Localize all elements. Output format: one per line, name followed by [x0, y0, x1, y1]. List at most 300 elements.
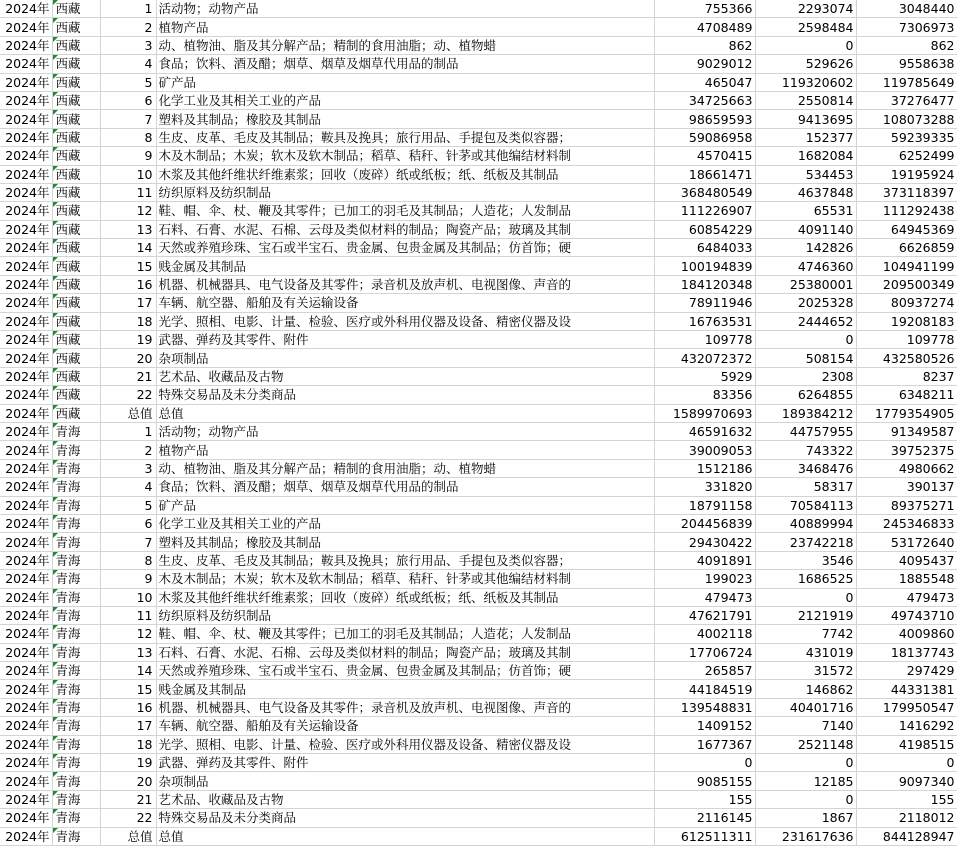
region-cell[interactable]: 西藏	[52, 36, 100, 54]
category-name-cell[interactable]: 石料、石膏、水泥、石棉、云母及类似材料的制品；陶瓷产品；玻璃及其制	[156, 220, 654, 238]
category-name-cell[interactable]: 鞋、帽、伞、杖、鞭及其零件；已加工的羽毛及其制品；人造花；人发制品	[156, 202, 654, 220]
value-cell-2[interactable]: 40889994	[755, 514, 856, 532]
value-cell-1[interactable]: 9029012	[654, 55, 755, 73]
region-cell[interactable]: 西藏	[52, 110, 100, 128]
value-cell-3[interactable]: 0	[856, 754, 957, 772]
year-cell[interactable]: 2024年	[0, 735, 52, 753]
category-code-cell[interactable]: 16	[100, 698, 156, 716]
category-name-cell[interactable]: 生皮、皮革、毛皮及其制品；鞍具及挽具；旅行用品、手提包及类似容器；	[156, 551, 654, 569]
category-code-cell[interactable]: 1	[100, 0, 156, 18]
value-cell-2[interactable]: 0	[755, 331, 856, 349]
value-cell-2[interactable]: 0	[755, 790, 856, 808]
category-code-cell[interactable]: 14	[100, 239, 156, 257]
value-cell-2[interactable]: 534453	[755, 165, 856, 183]
region-cell[interactable]: 青海	[52, 459, 100, 477]
value-cell-2[interactable]: 4091140	[755, 220, 856, 238]
value-cell-2[interactable]: 119320602	[755, 73, 856, 91]
category-code-cell[interactable]: 5	[100, 496, 156, 514]
category-name-cell[interactable]: 植物产品	[156, 18, 654, 36]
value-cell-1[interactable]: 1409152	[654, 717, 755, 735]
value-cell-1[interactable]: 4002118	[654, 625, 755, 643]
region-cell[interactable]: 青海	[52, 662, 100, 680]
category-name-cell[interactable]: 矿产品	[156, 496, 654, 514]
value-cell-3[interactable]: 44331381	[856, 680, 957, 698]
category-name-cell[interactable]: 食品；饮料、酒及醋；烟草、烟草及烟草代用品的制品	[156, 55, 654, 73]
category-code-cell[interactable]: 8	[100, 551, 156, 569]
value-cell-2[interactable]: 1686525	[755, 570, 856, 588]
region-cell[interactable]: 青海	[52, 754, 100, 772]
value-cell-2[interactable]: 2308	[755, 367, 856, 385]
region-cell[interactable]: 西藏	[52, 239, 100, 257]
year-cell[interactable]: 2024年	[0, 386, 52, 404]
value-cell-1[interactable]: 465047	[654, 73, 755, 91]
category-name-cell[interactable]: 车辆、航空器、船舶及有关运输设备	[156, 294, 654, 312]
category-name-cell[interactable]: 动、植物油、脂及其分解产品；精制的食用油脂；动、植物蜡	[156, 36, 654, 54]
value-cell-2[interactable]: 2121919	[755, 606, 856, 624]
category-code-cell[interactable]: 22	[100, 386, 156, 404]
region-cell[interactable]: 西藏	[52, 220, 100, 238]
value-cell-1[interactable]: 432072372	[654, 349, 755, 367]
region-cell[interactable]: 西藏	[52, 349, 100, 367]
category-code-cell[interactable]: 20	[100, 772, 156, 790]
region-cell[interactable]: 青海	[52, 478, 100, 496]
value-cell-1[interactable]: 44184519	[654, 680, 755, 698]
category-name-cell[interactable]: 纺织原料及纺织制品	[156, 183, 654, 201]
year-cell[interactable]: 2024年	[0, 18, 52, 36]
category-name-cell[interactable]: 木浆及其他纤维状纤维素浆；回收（废碎）纸或纸板；纸、纸板及其制品	[156, 588, 654, 606]
category-name-cell[interactable]: 塑料及其制品；橡胶及其制品	[156, 533, 654, 551]
year-cell[interactable]: 2024年	[0, 514, 52, 532]
category-name-cell[interactable]: 石料、石膏、水泥、石棉、云母及类似材料的制品；陶瓷产品；玻璃及其制	[156, 643, 654, 661]
category-code-cell[interactable]: 总值	[100, 404, 156, 422]
category-name-cell[interactable]: 纺织原料及纺织制品	[156, 606, 654, 624]
region-cell[interactable]: 西藏	[52, 147, 100, 165]
category-code-cell[interactable]: 17	[100, 717, 156, 735]
category-code-cell[interactable]: 4	[100, 55, 156, 73]
category-code-cell[interactable]: 2	[100, 18, 156, 36]
region-cell[interactable]: 西藏	[52, 0, 100, 18]
category-name-cell[interactable]: 活动物；动物产品	[156, 422, 654, 440]
year-cell[interactable]: 2024年	[0, 441, 52, 459]
value-cell-1[interactable]: 111226907	[654, 202, 755, 220]
value-cell-2[interactable]: 4637848	[755, 183, 856, 201]
category-name-cell[interactable]: 艺术品、收藏品及古物	[156, 790, 654, 808]
value-cell-3[interactable]: 4980662	[856, 459, 957, 477]
value-cell-2[interactable]: 12185	[755, 772, 856, 790]
value-cell-1[interactable]: 9085155	[654, 772, 755, 790]
value-cell-3[interactable]: 432580526	[856, 349, 957, 367]
region-cell[interactable]: 西藏	[52, 202, 100, 220]
category-name-cell[interactable]: 天然或养殖珍珠、宝石或半宝石、贵金属、包贵金属及其制品；仿首饰；硬	[156, 662, 654, 680]
year-cell[interactable]: 2024年	[0, 772, 52, 790]
value-cell-1[interactable]: 5929	[654, 367, 755, 385]
category-code-cell[interactable]: 15	[100, 680, 156, 698]
category-code-cell[interactable]: 20	[100, 349, 156, 367]
region-cell[interactable]: 西藏	[52, 91, 100, 109]
category-name-cell[interactable]: 贱金属及其制品	[156, 680, 654, 698]
year-cell[interactable]: 2024年	[0, 147, 52, 165]
category-code-cell[interactable]: 18	[100, 735, 156, 753]
value-cell-3[interactable]: 479473	[856, 588, 957, 606]
value-cell-1[interactable]: 755366	[654, 0, 755, 18]
region-cell[interactable]: 青海	[52, 717, 100, 735]
value-cell-3[interactable]: 108073288	[856, 110, 957, 128]
value-cell-1[interactable]: 60854229	[654, 220, 755, 238]
value-cell-3[interactable]: 80937274	[856, 294, 957, 312]
category-code-cell[interactable]: 19	[100, 754, 156, 772]
value-cell-2[interactable]: 152377	[755, 128, 856, 146]
value-cell-2[interactable]: 231617636	[755, 827, 856, 845]
value-cell-2[interactable]: 58317	[755, 478, 856, 496]
region-cell[interactable]: 青海	[52, 422, 100, 440]
value-cell-2[interactable]: 743322	[755, 441, 856, 459]
value-cell-2[interactable]: 146862	[755, 680, 856, 698]
year-cell[interactable]: 2024年	[0, 312, 52, 330]
region-cell[interactable]: 西藏	[52, 73, 100, 91]
value-cell-1[interactable]: 0	[654, 754, 755, 772]
category-name-cell[interactable]: 杂项制品	[156, 772, 654, 790]
value-cell-2[interactable]: 142826	[755, 239, 856, 257]
year-cell[interactable]: 2024年	[0, 91, 52, 109]
region-cell[interactable]: 青海	[52, 809, 100, 827]
category-code-cell[interactable]: 17	[100, 294, 156, 312]
category-code-cell[interactable]: 12	[100, 625, 156, 643]
value-cell-1[interactable]: 1677367	[654, 735, 755, 753]
category-name-cell[interactable]: 化学工业及其相关工业的产品	[156, 91, 654, 109]
year-cell[interactable]: 2024年	[0, 349, 52, 367]
category-name-cell[interactable]: 车辆、航空器、船舶及有关运输设备	[156, 717, 654, 735]
year-cell[interactable]: 2024年	[0, 551, 52, 569]
category-code-cell[interactable]: 10	[100, 165, 156, 183]
value-cell-2[interactable]: 2521148	[755, 735, 856, 753]
category-code-cell[interactable]: 5	[100, 73, 156, 91]
value-cell-3[interactable]: 6626859	[856, 239, 957, 257]
value-cell-2[interactable]: 0	[755, 754, 856, 772]
value-cell-2[interactable]: 0	[755, 36, 856, 54]
category-code-cell[interactable]: 12	[100, 202, 156, 220]
value-cell-1[interactable]: 18791158	[654, 496, 755, 514]
value-cell-3[interactable]: 862	[856, 36, 957, 54]
value-cell-1[interactable]: 1512186	[654, 459, 755, 477]
value-cell-2[interactable]: 65531	[755, 202, 856, 220]
value-cell-3[interactable]: 2118012	[856, 809, 957, 827]
value-cell-1[interactable]: 2116145	[654, 809, 755, 827]
value-cell-3[interactable]: 109778	[856, 331, 957, 349]
value-cell-3[interactable]: 1885548	[856, 570, 957, 588]
year-cell[interactable]: 2024年	[0, 165, 52, 183]
value-cell-3[interactable]: 8237	[856, 367, 957, 385]
value-cell-1[interactable]: 17706724	[654, 643, 755, 661]
year-cell[interactable]: 2024年	[0, 680, 52, 698]
value-cell-3[interactable]: 91349587	[856, 422, 957, 440]
value-cell-2[interactable]: 4746360	[755, 257, 856, 275]
value-cell-2[interactable]: 0	[755, 588, 856, 606]
value-cell-1[interactable]: 155	[654, 790, 755, 808]
category-name-cell[interactable]: 木及木制品；木炭；软木及软木制品；稻草、秸秆、针茅或其他编结材料制	[156, 570, 654, 588]
value-cell-1[interactable]: 862	[654, 36, 755, 54]
value-cell-3[interactable]: 59239335	[856, 128, 957, 146]
value-cell-1[interactable]: 34725663	[654, 91, 755, 109]
value-cell-2[interactable]: 9413695	[755, 110, 856, 128]
category-code-cell[interactable]: 13	[100, 220, 156, 238]
value-cell-3[interactable]: 179950547	[856, 698, 957, 716]
region-cell[interactable]: 青海	[52, 588, 100, 606]
category-code-cell[interactable]: 13	[100, 643, 156, 661]
value-cell-1[interactable]: 46591632	[654, 422, 755, 440]
value-cell-1[interactable]: 109778	[654, 331, 755, 349]
value-cell-2[interactable]: 23742218	[755, 533, 856, 551]
region-cell[interactable]: 西藏	[52, 312, 100, 330]
category-name-cell[interactable]: 鞋、帽、伞、杖、鞭及其零件；已加工的羽毛及其制品；人造花；人发制品	[156, 625, 654, 643]
year-cell[interactable]: 2024年	[0, 220, 52, 238]
value-cell-1[interactable]: 83356	[654, 386, 755, 404]
category-name-cell[interactable]: 植物产品	[156, 441, 654, 459]
region-cell[interactable]: 青海	[52, 625, 100, 643]
value-cell-3[interactable]: 297429	[856, 662, 957, 680]
year-cell[interactable]: 2024年	[0, 331, 52, 349]
category-name-cell[interactable]: 艺术品、收藏品及古物	[156, 367, 654, 385]
category-code-cell[interactable]: 15	[100, 257, 156, 275]
region-cell[interactable]: 西藏	[52, 331, 100, 349]
category-name-cell[interactable]: 木及木制品；木炭；软木及软木制品；稻草、秸秆、针茅或其他编结材料制	[156, 147, 654, 165]
value-cell-2[interactable]: 2444652	[755, 312, 856, 330]
value-cell-2[interactable]: 7140	[755, 717, 856, 735]
value-cell-1[interactable]: 39009053	[654, 441, 755, 459]
region-cell[interactable]: 西藏	[52, 183, 100, 201]
category-code-cell[interactable]: 8	[100, 128, 156, 146]
year-cell[interactable]: 2024年	[0, 367, 52, 385]
region-cell[interactable]: 青海	[52, 496, 100, 514]
category-code-cell[interactable]: 11	[100, 183, 156, 201]
year-cell[interactable]: 2024年	[0, 110, 52, 128]
category-name-cell[interactable]: 机器、机械器具、电气设备及其零件；录音机及放声机、电视图像、声音的	[156, 275, 654, 293]
category-code-cell[interactable]: 总值	[100, 827, 156, 845]
region-cell[interactable]: 西藏	[52, 386, 100, 404]
value-cell-3[interactable]: 18137743	[856, 643, 957, 661]
region-cell[interactable]: 青海	[52, 441, 100, 459]
value-cell-1[interactable]: 479473	[654, 588, 755, 606]
category-code-cell[interactable]: 3	[100, 459, 156, 477]
category-code-cell[interactable]: 6	[100, 91, 156, 109]
category-code-cell[interactable]: 7	[100, 533, 156, 551]
year-cell[interactable]: 2024年	[0, 643, 52, 661]
year-cell[interactable]: 2024年	[0, 257, 52, 275]
value-cell-1[interactable]: 59086958	[654, 128, 755, 146]
value-cell-3[interactable]: 844128947	[856, 827, 957, 845]
value-cell-1[interactable]: 331820	[654, 478, 755, 496]
year-cell[interactable]: 2024年	[0, 790, 52, 808]
value-cell-3[interactable]: 1779354905	[856, 404, 957, 422]
year-cell[interactable]: 2024年	[0, 128, 52, 146]
value-cell-1[interactable]: 4708489	[654, 18, 755, 36]
value-cell-3[interactable]: 37276477	[856, 91, 957, 109]
value-cell-3[interactable]: 155	[856, 790, 957, 808]
value-cell-1[interactable]: 78911946	[654, 294, 755, 312]
region-cell[interactable]: 西藏	[52, 55, 100, 73]
region-cell[interactable]: 青海	[52, 606, 100, 624]
year-cell[interactable]: 2024年	[0, 827, 52, 845]
category-name-cell[interactable]: 活动物；动物产品	[156, 0, 654, 18]
value-cell-2[interactable]: 7742	[755, 625, 856, 643]
value-cell-3[interactable]: 119785649	[856, 73, 957, 91]
category-name-cell[interactable]: 木浆及其他纤维状纤维素浆；回收（废碎）纸或纸板；纸、纸板及其制品	[156, 165, 654, 183]
year-cell[interactable]: 2024年	[0, 404, 52, 422]
value-cell-3[interactable]: 4095437	[856, 551, 957, 569]
value-cell-2[interactable]: 6264855	[755, 386, 856, 404]
value-cell-3[interactable]: 6252499	[856, 147, 957, 165]
value-cell-3[interactable]: 245346833	[856, 514, 957, 532]
category-code-cell[interactable]: 1	[100, 422, 156, 440]
value-cell-2[interactable]: 40401716	[755, 698, 856, 716]
value-cell-2[interactable]: 1867	[755, 809, 856, 827]
region-cell[interactable]: 青海	[52, 643, 100, 661]
region-cell[interactable]: 青海	[52, 680, 100, 698]
year-cell[interactable]: 2024年	[0, 55, 52, 73]
value-cell-2[interactable]: 3546	[755, 551, 856, 569]
value-cell-3[interactable]: 9097340	[856, 772, 957, 790]
year-cell[interactable]: 2024年	[0, 533, 52, 551]
region-cell[interactable]: 青海	[52, 735, 100, 753]
region-cell[interactable]: 青海	[52, 551, 100, 569]
category-name-cell[interactable]: 武器、弹药及其零件、附件	[156, 754, 654, 772]
category-name-cell[interactable]: 食品；饮料、酒及醋；烟草、烟草及烟草代用品的制品	[156, 478, 654, 496]
year-cell[interactable]: 2024年	[0, 588, 52, 606]
value-cell-2[interactable]: 508154	[755, 349, 856, 367]
category-name-cell[interactable]: 光学、照相、电影、计量、检验、医疗或外科用仪器及设备、精密仪器及设	[156, 735, 654, 753]
category-code-cell[interactable]: 22	[100, 809, 156, 827]
region-cell[interactable]: 西藏	[52, 128, 100, 146]
value-cell-3[interactable]: 209500349	[856, 275, 957, 293]
year-cell[interactable]: 2024年	[0, 570, 52, 588]
value-cell-1[interactable]: 199023	[654, 570, 755, 588]
category-name-cell[interactable]: 动、植物油、脂及其分解产品；精制的食用油脂；动、植物蜡	[156, 459, 654, 477]
region-cell[interactable]: 西藏	[52, 165, 100, 183]
region-cell[interactable]: 青海	[52, 827, 100, 845]
year-cell[interactable]: 2024年	[0, 275, 52, 293]
region-cell[interactable]: 西藏	[52, 257, 100, 275]
category-code-cell[interactable]: 9	[100, 147, 156, 165]
year-cell[interactable]: 2024年	[0, 0, 52, 18]
region-cell[interactable]: 青海	[52, 570, 100, 588]
year-cell[interactable]: 2024年	[0, 183, 52, 201]
category-name-cell[interactable]: 矿产品	[156, 73, 654, 91]
value-cell-1[interactable]: 100194839	[654, 257, 755, 275]
value-cell-3[interactable]: 39752375	[856, 441, 957, 459]
region-cell[interactable]: 西藏	[52, 18, 100, 36]
category-name-cell[interactable]: 塑料及其制品；橡胶及其制品	[156, 110, 654, 128]
value-cell-3[interactable]: 53172640	[856, 533, 957, 551]
category-code-cell[interactable]: 16	[100, 275, 156, 293]
category-code-cell[interactable]: 4	[100, 478, 156, 496]
value-cell-3[interactable]: 111292438	[856, 202, 957, 220]
value-cell-2[interactable]: 1682084	[755, 147, 856, 165]
value-cell-1[interactable]: 265857	[654, 662, 755, 680]
category-name-cell[interactable]: 贱金属及其制品	[156, 257, 654, 275]
category-name-cell[interactable]: 光学、照相、电影、计量、检验、医疗或外科用仪器及设备、精密仪器及设	[156, 312, 654, 330]
value-cell-3[interactable]: 4198515	[856, 735, 957, 753]
category-name-cell[interactable]: 天然或养殖珍珠、宝石或半宝石、贵金属、包贵金属及其制品；仿首饰；硬	[156, 239, 654, 257]
value-cell-1[interactable]: 6484033	[654, 239, 755, 257]
year-cell[interactable]: 2024年	[0, 459, 52, 477]
region-cell[interactable]: 西藏	[52, 275, 100, 293]
category-name-cell[interactable]: 总值	[156, 827, 654, 845]
value-cell-1[interactable]: 184120348	[654, 275, 755, 293]
value-cell-2[interactable]: 25380001	[755, 275, 856, 293]
category-code-cell[interactable]: 14	[100, 662, 156, 680]
region-cell[interactable]: 青海	[52, 533, 100, 551]
year-cell[interactable]: 2024年	[0, 478, 52, 496]
region-cell[interactable]: 青海	[52, 790, 100, 808]
value-cell-2[interactable]: 2598484	[755, 18, 856, 36]
value-cell-2[interactable]: 2025328	[755, 294, 856, 312]
year-cell[interactable]: 2024年	[0, 422, 52, 440]
category-code-cell[interactable]: 7	[100, 110, 156, 128]
year-cell[interactable]: 2024年	[0, 202, 52, 220]
value-cell-2[interactable]: 431019	[755, 643, 856, 661]
year-cell[interactable]: 2024年	[0, 662, 52, 680]
category-name-cell[interactable]: 杂项制品	[156, 349, 654, 367]
category-code-cell[interactable]: 3	[100, 36, 156, 54]
value-cell-3[interactable]: 373118397	[856, 183, 957, 201]
value-cell-2[interactable]: 189384212	[755, 404, 856, 422]
value-cell-3[interactable]: 1416292	[856, 717, 957, 735]
category-code-cell[interactable]: 10	[100, 588, 156, 606]
region-cell[interactable]: 西藏	[52, 294, 100, 312]
year-cell[interactable]: 2024年	[0, 606, 52, 624]
value-cell-1[interactable]: 139548831	[654, 698, 755, 716]
category-name-cell[interactable]: 特殊交易品及未分类商品	[156, 809, 654, 827]
value-cell-1[interactable]: 204456839	[654, 514, 755, 532]
year-cell[interactable]: 2024年	[0, 698, 52, 716]
region-cell[interactable]: 西藏	[52, 404, 100, 422]
value-cell-3[interactable]: 390137	[856, 478, 957, 496]
category-code-cell[interactable]: 2	[100, 441, 156, 459]
region-cell[interactable]: 青海	[52, 698, 100, 716]
region-cell[interactable]: 青海	[52, 514, 100, 532]
value-cell-3[interactable]: 9558638	[856, 55, 957, 73]
value-cell-2[interactable]: 3468476	[755, 459, 856, 477]
value-cell-1[interactable]: 47621791	[654, 606, 755, 624]
category-name-cell[interactable]: 化学工业及其相关工业的产品	[156, 514, 654, 532]
category-code-cell[interactable]: 18	[100, 312, 156, 330]
value-cell-1[interactable]: 368480549	[654, 183, 755, 201]
value-cell-2[interactable]: 2293074	[755, 0, 856, 18]
value-cell-2[interactable]: 31572	[755, 662, 856, 680]
region-cell[interactable]: 西藏	[52, 367, 100, 385]
category-name-cell[interactable]: 武器、弹药及其零件、附件	[156, 331, 654, 349]
value-cell-3[interactable]: 49743710	[856, 606, 957, 624]
year-cell[interactable]: 2024年	[0, 754, 52, 772]
category-code-cell[interactable]: 9	[100, 570, 156, 588]
value-cell-3[interactable]: 19208183	[856, 312, 957, 330]
year-cell[interactable]: 2024年	[0, 294, 52, 312]
value-cell-3[interactable]: 4009860	[856, 625, 957, 643]
value-cell-3[interactable]: 19195924	[856, 165, 957, 183]
value-cell-1[interactable]: 4570415	[654, 147, 755, 165]
value-cell-3[interactable]: 6348211	[856, 386, 957, 404]
year-cell[interactable]: 2024年	[0, 717, 52, 735]
category-name-cell[interactable]: 特殊交易品及未分类商品	[156, 386, 654, 404]
value-cell-1[interactable]: 18661471	[654, 165, 755, 183]
value-cell-3[interactable]: 64945369	[856, 220, 957, 238]
value-cell-2[interactable]: 2550814	[755, 91, 856, 109]
year-cell[interactable]: 2024年	[0, 239, 52, 257]
category-name-cell[interactable]: 总值	[156, 404, 654, 422]
value-cell-2[interactable]: 70584113	[755, 496, 856, 514]
value-cell-3[interactable]: 7306973	[856, 18, 957, 36]
value-cell-2[interactable]: 44757955	[755, 422, 856, 440]
year-cell[interactable]: 2024年	[0, 36, 52, 54]
